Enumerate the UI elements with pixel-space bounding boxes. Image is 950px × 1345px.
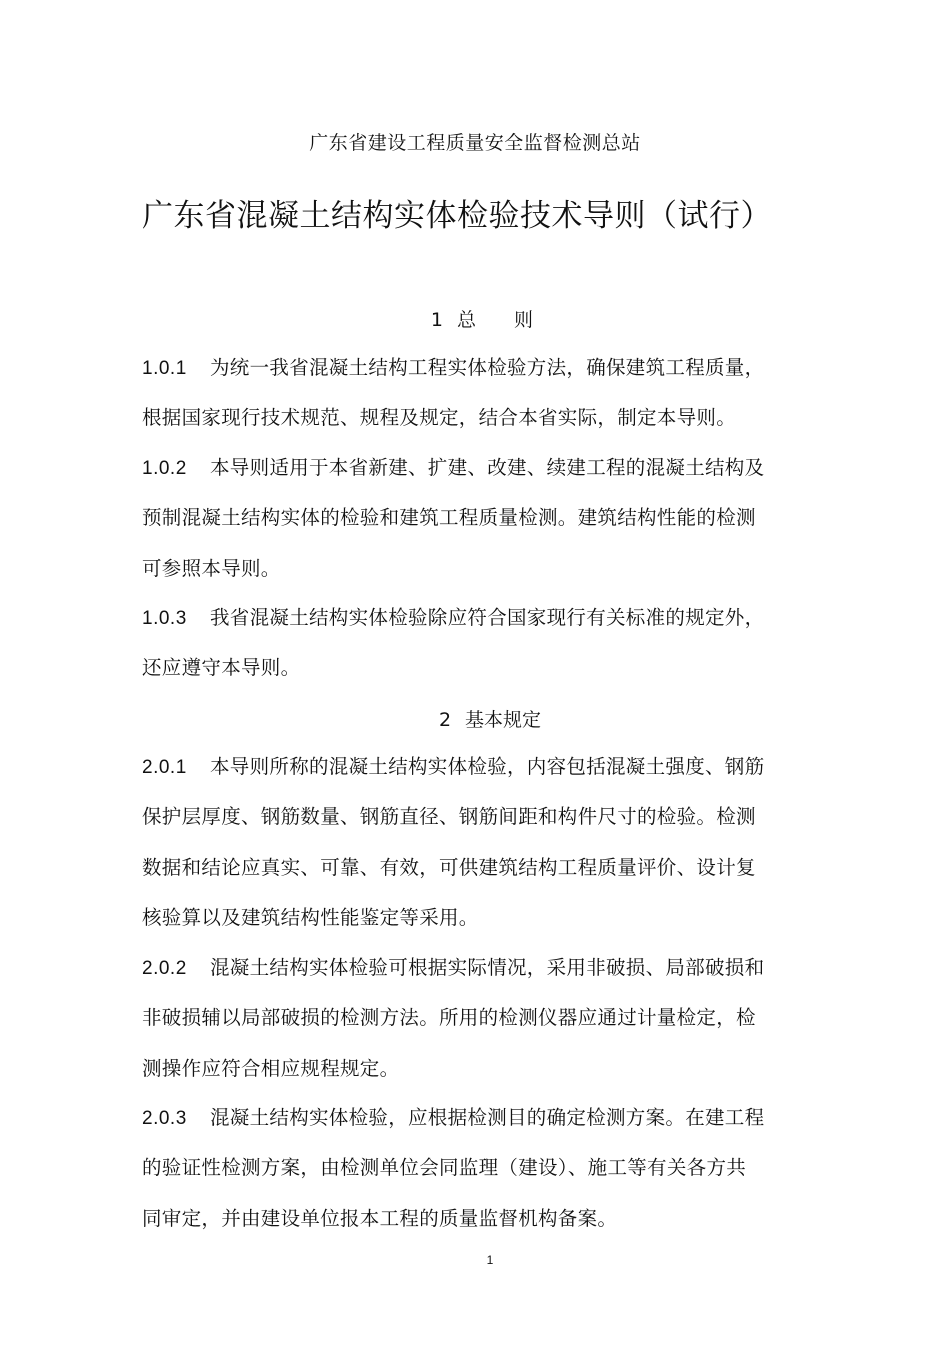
chapter-number: 2 [438, 709, 452, 731]
clause-text: 同审定，并由建设单位报本工程的质量监督机构备案。 [142, 1206, 618, 1230]
clause-text: 可参照本导则。 [142, 556, 281, 580]
clause-text: 混凝土结构实体检验可根据实际情况，采用非破损、局部破损和 [210, 956, 765, 979]
chapter-number: 1 [430, 309, 444, 331]
clause [142, 443, 802, 594]
clause-text: 根据国家现行技术规范、规程及规定，结合本省实际，制定本导则。 [142, 406, 737, 430]
clause-text: 本导则适用于本省新建、扩建、改建、续建工程的混凝土结构及 [210, 456, 765, 479]
clause-text: 为统一我省混凝土结构工程实体检验方法，确保建筑工程质量， [210, 356, 765, 379]
clause-text: 本导则所称的混凝土结构实体检验，内容包括混凝土强度、钢筋 [210, 755, 765, 778]
clause-line [142, 943, 802, 993]
clause [142, 943, 802, 1094]
clause [142, 1093, 802, 1244]
clause-number: 2.0.1 [142, 757, 187, 778]
clause-text: 核验算以及建筑结构性能鉴定等采用。 [142, 905, 479, 929]
clause-number: 1.0.2 [142, 458, 187, 479]
clause-text: 还应遵守本导则。 [142, 656, 301, 680]
clause [142, 343, 802, 444]
clause-number: 2.0.2 [142, 958, 187, 979]
clause-line [142, 742, 802, 792]
clause-number: 2.0.3 [142, 1108, 187, 1129]
clause-number: 1.0.3 [142, 608, 187, 629]
clause-line [142, 443, 802, 493]
clause-text: 非破损辅以局部破损的检测方法。所用的检测仪器应通过计量检定，检 [142, 1006, 756, 1030]
chapter-title: 总 则 [457, 309, 550, 331]
clause-line [142, 1093, 802, 1143]
clause-line [142, 343, 802, 393]
clause-text: 预制混凝土结构实体的检验和建筑工程质量检测。建筑结构性能的检测 [142, 506, 756, 530]
clause-text: 的验证性检测方案，由检测单位会同监理（建设）、施工等有关各方共 [142, 1156, 747, 1180]
clause [142, 593, 802, 694]
clause-text: 我省混凝土结构实体检验除应符合国家现行有关标准的规定外， [210, 606, 765, 629]
chapter-title: 基本规定 [465, 709, 542, 731]
clause-text: 保护层厚度、钢筋数量、钢筋直径、钢筋间距和构件尺寸的检验。检测 [142, 805, 756, 829]
chapter-heading [0, 705, 950, 732]
clause-line [142, 593, 802, 643]
clause-text: 数据和结论应真实、可靠、有效，可供建筑结构工程质量评价、设计复 [142, 855, 756, 879]
page-number: 1 [486, 1253, 494, 1267]
document-title: 广东省混凝土结构实体检验技术导则（试行） [142, 198, 772, 234]
issuing-organization: 广东省建设工程质量安全监督检测总站 [309, 132, 641, 154]
clause-text: 混凝土结构实体检验，应根据检测目的确定检测方案。在建工程 [210, 1106, 765, 1129]
clause-number: 1.0.1 [142, 358, 187, 379]
clause-text: 测操作应符合相应规程规定。 [142, 1056, 400, 1080]
clause [142, 742, 802, 943]
chapter-heading [0, 305, 950, 332]
